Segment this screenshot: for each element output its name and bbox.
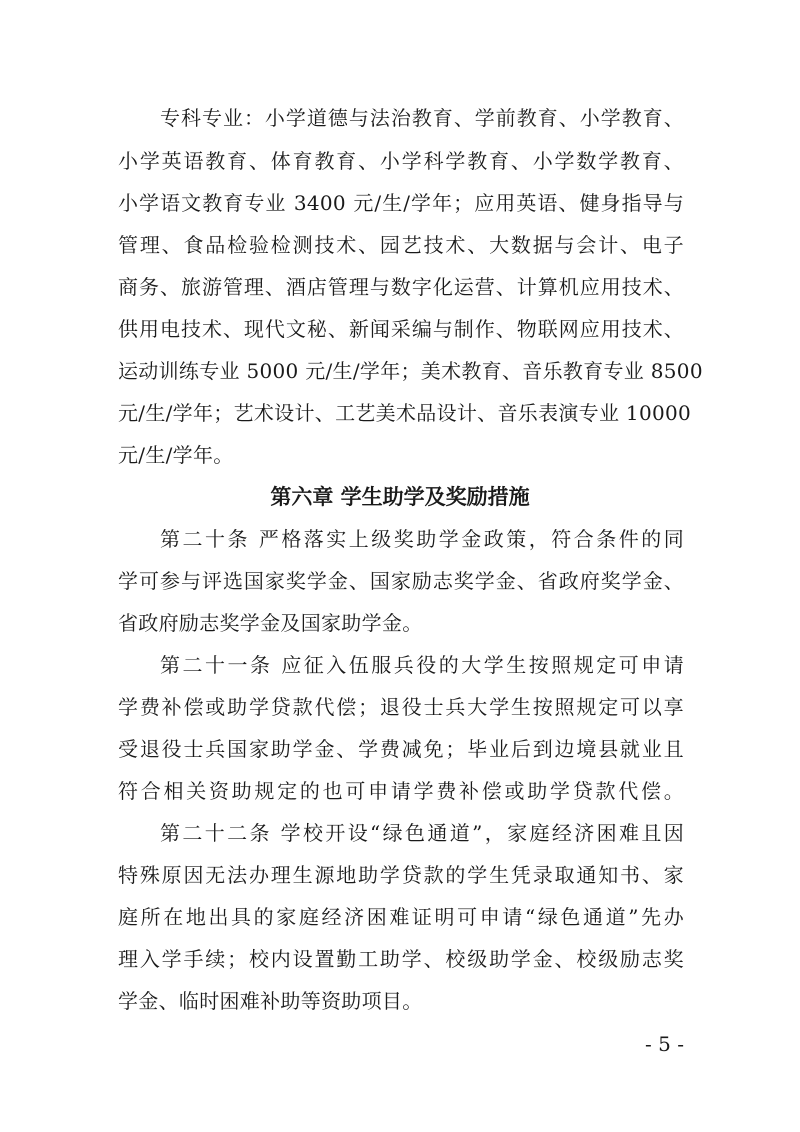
article-20-line: 省政府励志奖学金及国家助学金。 bbox=[118, 611, 423, 635]
article-21-line: 第二十一条 应征入伍服兵役的大学生按照规定可申请 bbox=[160, 653, 684, 677]
article-21-line: 学费补偿或助学贷款代偿；退役士兵大学生按照规定可以享 bbox=[118, 695, 684, 719]
paragraph-line: 元/生/学年。 bbox=[118, 443, 234, 467]
chapter-title: 第六章 学生助学及奖励措施 bbox=[270, 485, 530, 509]
article-22-line: 理入学手续；校内设置勤工助学、校级助学金、校级励志奖 bbox=[118, 947, 684, 971]
paragraph-line: 小学英语教育、体育教育、小学科学教育、小学数学教育、 bbox=[118, 149, 684, 173]
paragraph-line: 供用电技术、现代文秘、新闻采编与制作、物联网应用技术、 bbox=[118, 317, 684, 341]
paragraph-line: 商务、旅游管理、酒店管理与数字化运营、计算机应用技术、 bbox=[118, 275, 684, 299]
article-22-line: 第二十二条 学校开设“绿色通道”，家庭经济困难且因 bbox=[160, 821, 684, 845]
paragraph-line: 运动训练专业 5000 元/生/学年；美术教育、音乐教育专业 8500 bbox=[118, 359, 703, 383]
article-20-line: 第二十条 严格落实上级奖助学金政策，符合条件的同 bbox=[160, 527, 684, 551]
article-22-line: 特殊原因无法办理生源地助学贷款的学生凭录取通知书、家 bbox=[118, 863, 684, 887]
article-21-line: 受退役士兵国家助学金、学费减免；毕业后到边境县就业且 bbox=[118, 737, 684, 761]
paragraph-line: 元/生/学年；艺术设计、工艺美术品设计、音乐表演专业 10000 bbox=[118, 401, 692, 425]
paragraph-line: 小学语文教育专业 3400 元/生/学年；应用英语、健身指导与 bbox=[118, 191, 684, 215]
article-22-line: 庭所在地出具的家庭经济困难证明可申请“绿色通道”先办 bbox=[118, 905, 684, 929]
article-22-line: 学金、临时困难补助等资助项目。 bbox=[118, 989, 423, 1013]
page-number: - 5 - bbox=[645, 1032, 684, 1056]
paragraph-line: 管理、食品检验检测技术、园艺技术、大数据与会计、电子 bbox=[118, 233, 684, 257]
paragraph-line: 专科专业：小学道德与法治教育、学前教育、小学教育、 bbox=[160, 106, 684, 130]
article-21-line: 符合相关资助规定的也可申请学费补偿或助学贷款代偿。 bbox=[118, 779, 684, 803]
article-20-line: 学可参与评选国家奖学金、国家励志奖学金、省政府奖学金、 bbox=[118, 569, 684, 593]
